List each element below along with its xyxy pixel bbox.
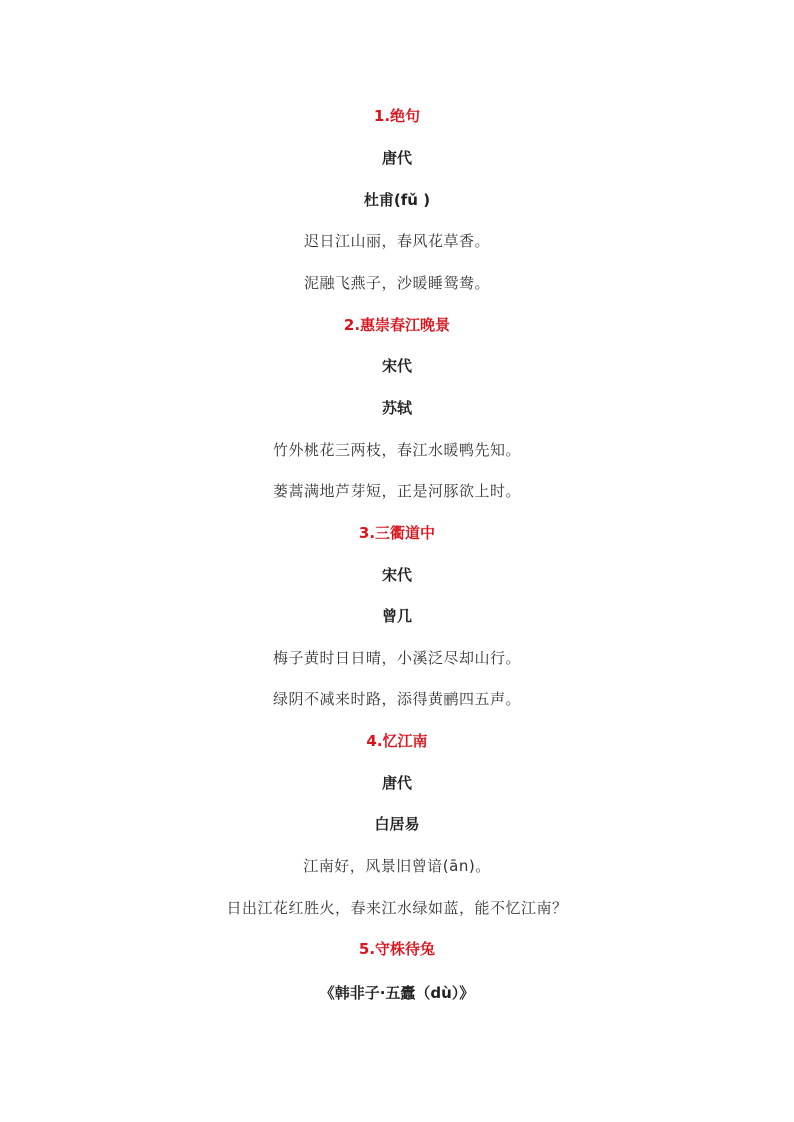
poem-author: 杜甫(fǔ ) xyxy=(363,191,431,209)
poem-title: 4.忆江南 xyxy=(366,732,428,750)
poem-line: 迟日江山丽，春风花草香。 xyxy=(303,232,490,250)
poem-dynasty: 宋代 xyxy=(381,566,412,584)
poem-source: 《韩非子·五蠹（dù）》 xyxy=(319,984,475,1002)
poem-author: 苏轼 xyxy=(381,399,412,417)
poem-line: 日出江花红胜火，春来江水绿如蓝，能不忆江南？ xyxy=(226,899,568,917)
poem-author: 白居易 xyxy=(374,815,420,833)
poem-dynasty: 唐代 xyxy=(381,774,412,792)
poem-title: 3.三衢道中 xyxy=(358,524,436,542)
poem-title: 1.绝句 xyxy=(373,107,421,125)
poem-line: 泥融飞燕子，沙暖睡鸳鸯。 xyxy=(303,274,490,292)
poem-line: 绿阴不减来时路，添得黄鹂四五声。 xyxy=(272,690,521,708)
poem-title: 5.守株待兔 xyxy=(358,940,436,958)
poem-dynasty: 唐代 xyxy=(381,149,412,167)
poem-line: 蒌蒿满地芦芽短，正是河豚欲上时。 xyxy=(272,482,521,500)
poem-author: 曾几 xyxy=(381,607,412,625)
poem-title: 2.惠崇春江晚景 xyxy=(343,316,451,334)
poem-dynasty: 宋代 xyxy=(381,357,412,375)
poem-line: 梅子黄时日日晴，小溪泛尽却山行。 xyxy=(272,649,521,667)
poem-line: 江南好，风景旧曾谙(ān)。 xyxy=(303,857,491,875)
poem-line: 竹外桃花三两枝，春江水暖鸭先知。 xyxy=(272,441,521,459)
